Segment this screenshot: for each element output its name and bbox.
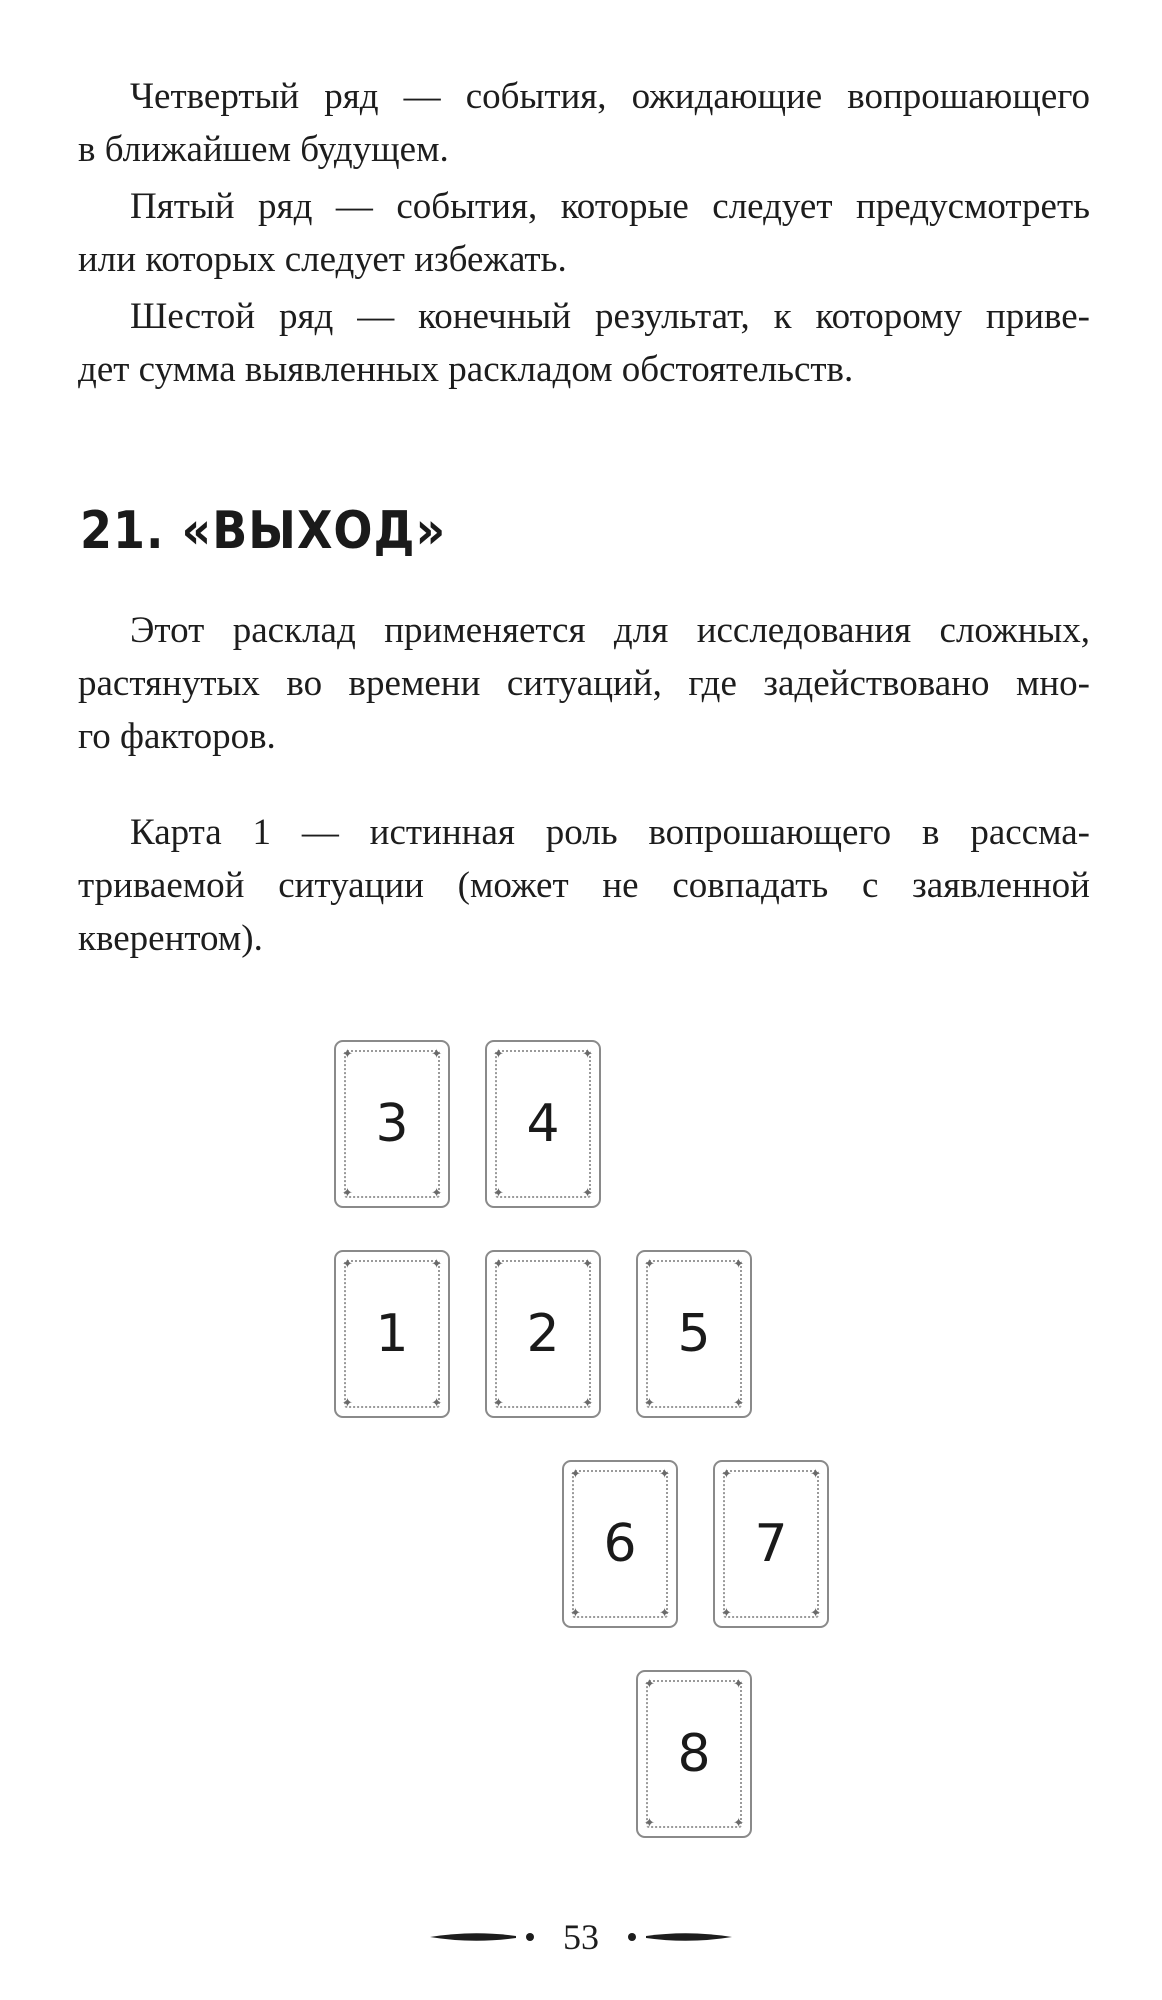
sparkle-icon: ✦ [493, 1257, 504, 1272]
sparkle-icon: ✦ [342, 1186, 353, 1201]
sparkle-icon: ✦ [582, 1186, 593, 1201]
sparkle-icon: ✦ [493, 1047, 504, 1062]
sparkle-icon: ✦ [721, 1467, 732, 1482]
section-heading: 21. «ВЫХОД» [80, 500, 447, 561]
tarot-card [485, 1040, 601, 1208]
card-number: 4 [526, 1094, 560, 1154]
sparkle-icon: ✦ [431, 1257, 442, 1272]
sparkle-icon: ✦ [810, 1467, 821, 1482]
text-line: триваемой ситуации (может не совпадать с заявленной [78, 865, 1090, 906]
sparkle-icon: ✦ [582, 1257, 593, 1272]
card-number: 3 [375, 1094, 409, 1154]
paragraph-sixth-row [78, 290, 1090, 396]
sparkle-icon: ✦ [659, 1606, 670, 1621]
sparkle-icon: ✦ [733, 1677, 744, 1692]
right-ornament-icon [624, 1912, 734, 1962]
tarot-card [562, 1460, 678, 1628]
paragraph-fifth-row [78, 180, 1090, 286]
page-footer [0, 1912, 1162, 1962]
sparkle-icon: ✦ [659, 1467, 670, 1482]
sparkle-icon: ✦ [721, 1606, 732, 1621]
text-line: или которых следует избежать. [78, 239, 567, 280]
card-number: 6 [603, 1514, 637, 1574]
text-line: в ближайшем будущем. [78, 129, 449, 170]
sparkle-icon: ✦ [644, 1677, 655, 1692]
paragraph-intro [78, 604, 1090, 763]
card-number: 1 [375, 1304, 409, 1364]
sparkle-icon: ✦ [582, 1396, 593, 1411]
card-number: 2 [526, 1304, 560, 1364]
paragraph-fourth-row [78, 70, 1090, 176]
sparkle-icon: ✦ [431, 1047, 442, 1062]
tarot-card [485, 1250, 601, 1418]
paragraph-card-1 [78, 806, 1090, 965]
sparkle-icon: ✦ [733, 1257, 744, 1272]
tarot-card [334, 1250, 450, 1418]
text-line: Шестой ряд — конечный результат, к которому приве- [130, 296, 1090, 337]
sparkle-icon: ✦ [342, 1396, 353, 1411]
sparkle-icon: ✦ [644, 1396, 655, 1411]
card-number: 5 [677, 1304, 711, 1364]
sparkle-icon: ✦ [493, 1396, 504, 1411]
sparkle-icon: ✦ [570, 1606, 581, 1621]
sparkle-icon: ✦ [570, 1467, 581, 1482]
page-number: 53 [563, 1917, 599, 1957]
text-line: Четвертый ряд — события, ожидающие вопрошающего [130, 76, 1090, 117]
text-line: кверентом). [78, 918, 263, 959]
sparkle-icon: ✦ [810, 1606, 821, 1621]
text-line: дет сумма выявленных раскладом обстоятельств. [78, 349, 854, 390]
text-line: Этот расклад применяется для исследования сложных, [130, 610, 1090, 651]
tarot-card [636, 1250, 752, 1418]
tarot-card [713, 1460, 829, 1628]
sparkle-icon: ✦ [493, 1186, 504, 1201]
card-number: 7 [754, 1514, 788, 1574]
text-line: Пятый ряд — события, которые следует предусмотреть [130, 186, 1090, 227]
sparkle-icon: ✦ [342, 1257, 353, 1272]
tarot-card [334, 1040, 450, 1208]
sparkle-icon: ✦ [733, 1816, 744, 1831]
sparkle-icon: ✦ [342, 1047, 353, 1062]
sparkle-icon: ✦ [644, 1816, 655, 1831]
text-line: растянутых во времени ситуаций, где задействовано мно- [78, 663, 1090, 704]
sparkle-icon: ✦ [644, 1257, 655, 1272]
text-line: Карта 1 — истинная роль вопрошающего в рассма- [130, 812, 1090, 853]
sparkle-icon: ✦ [733, 1396, 744, 1411]
sparkle-icon: ✦ [582, 1047, 593, 1062]
sparkle-icon: ✦ [431, 1186, 442, 1201]
card-number: 8 [677, 1724, 711, 1784]
tarot-card [636, 1670, 752, 1838]
text-line: го факторов. [78, 716, 276, 757]
sparkle-icon: ✦ [431, 1396, 442, 1411]
